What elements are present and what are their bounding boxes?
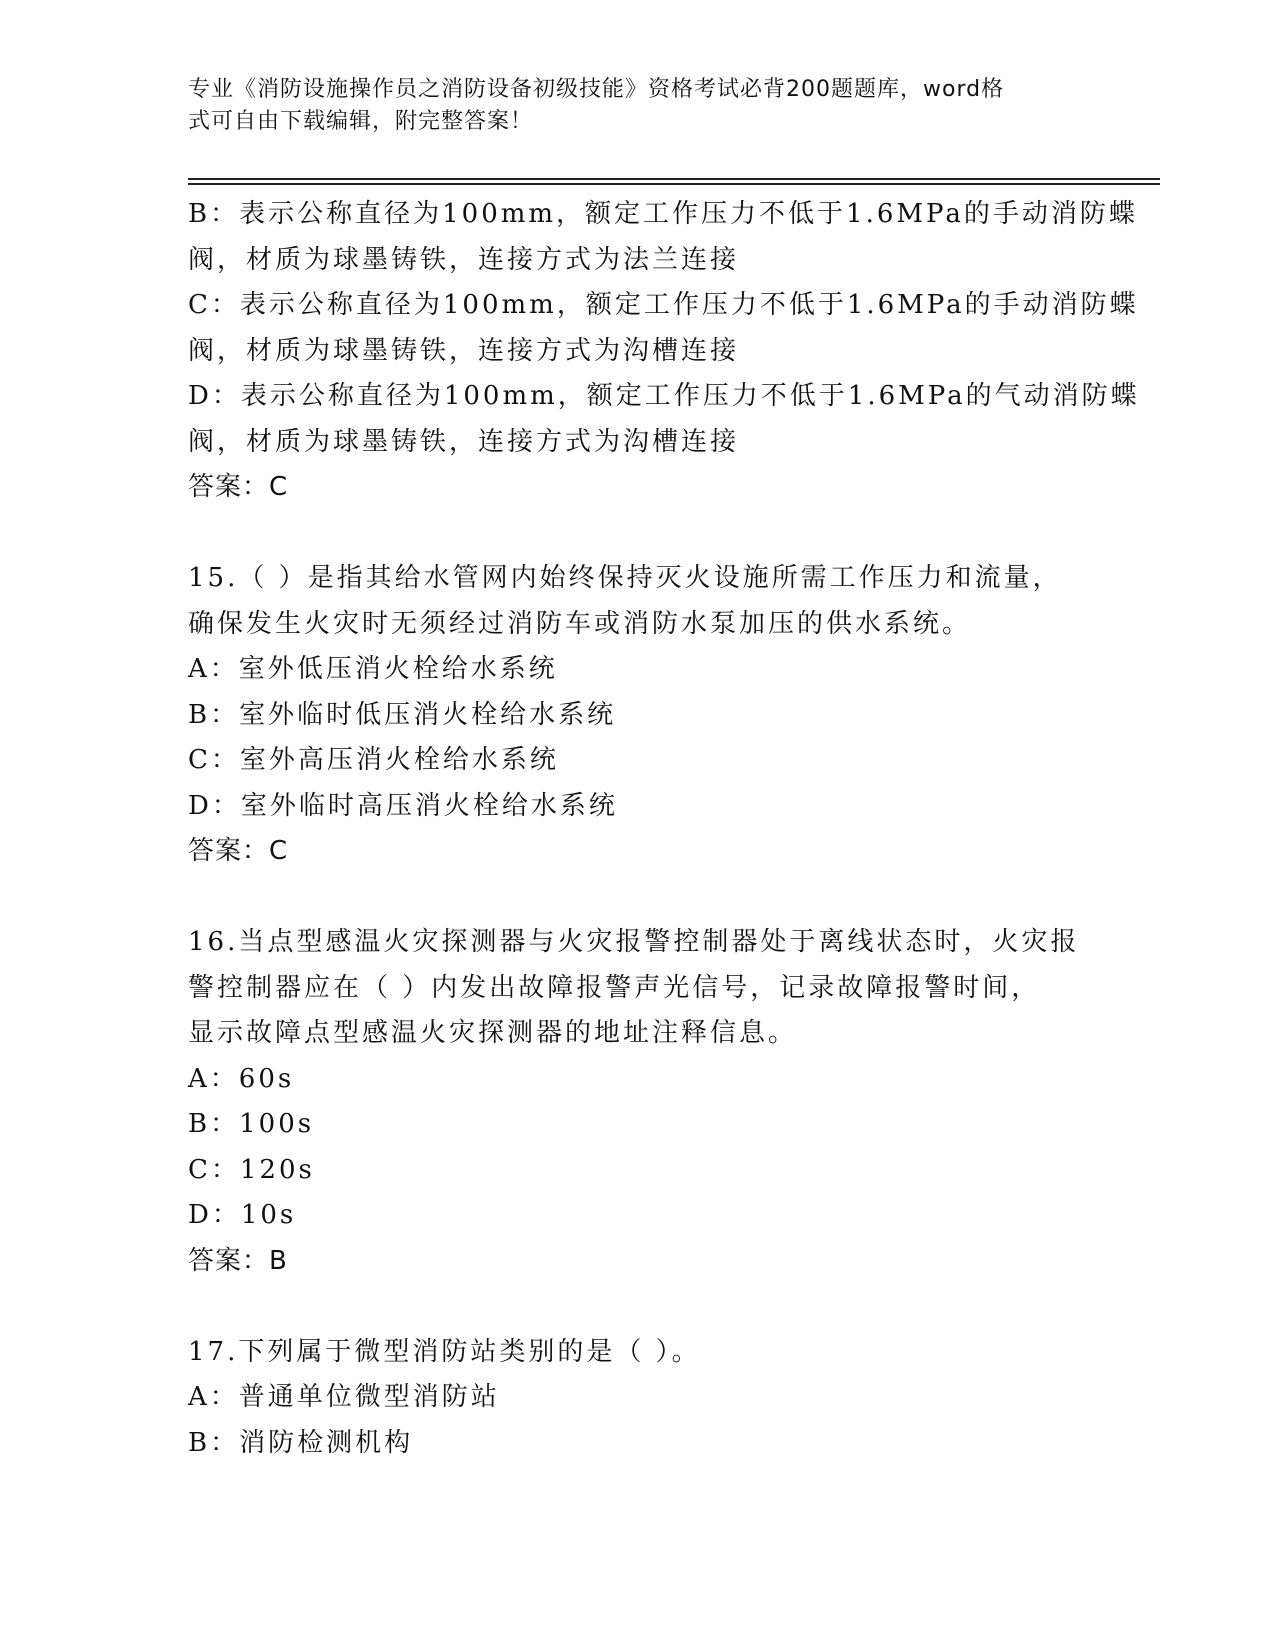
q14-answer: 答案：C bbox=[188, 472, 289, 502]
q16-option-b: B：100s bbox=[188, 1109, 315, 1139]
header-rule-bottom bbox=[188, 183, 1160, 185]
q16-stem-line-3: 显示故障点型感温火灾探测器的地址注释信息。 bbox=[188, 1018, 798, 1048]
question-17 bbox=[188, 1330, 1088, 1467]
question-16 bbox=[188, 920, 1088, 1284]
q15-answer: 答案：C bbox=[188, 836, 289, 866]
question-content bbox=[188, 192, 1140, 1466]
q14-option-b-line-1: B：表示公称直径为100mm，额定工作压力不低于1.6MPa的手动消防蝶 bbox=[188, 199, 1138, 229]
q14-option-d-line-1: D：表示公称直径为100mm，额定工作压力不低于1.6MPa的气动消防蝶 bbox=[188, 381, 1140, 411]
q16-answer: 答案：B bbox=[188, 1245, 288, 1276]
q14-option-c-line-2: 阀，材质为球墨铸铁，连接方式为沟槽连接 bbox=[188, 335, 740, 366]
q16-option-c: C：120s bbox=[188, 1154, 315, 1185]
q14-option-c-line-1: C：表示公称直径为100mm，额定工作压力不低于1.6MPa的手动消防蝶 bbox=[188, 290, 1139, 320]
question-15 bbox=[188, 556, 1088, 875]
header-line-1: 专业《消防设施操作员之消防设备初级技能》资格考试必背200题题库，word格 bbox=[188, 77, 1005, 102]
q16-option-d: D：10s bbox=[188, 1200, 297, 1230]
q16-option-a: A：60s bbox=[188, 1063, 295, 1094]
q15-option-b: B：室外临时低压消火栓给水系统 bbox=[188, 699, 617, 730]
q16-stem-line-2: 警控制器应在（ ）内发出故障报警声光信号，记录故障报警时间， bbox=[188, 972, 1041, 1003]
spacer bbox=[188, 875, 1088, 921]
q15-option-c: C：室外高压消火栓给水系统 bbox=[188, 745, 559, 775]
q17-option-b: B：消防检测机构 bbox=[188, 1427, 414, 1458]
q14-option-d-line-2: 阀，材质为球墨铸铁，连接方式为沟槽连接 bbox=[188, 426, 740, 457]
spacer bbox=[188, 511, 1088, 557]
q17-option-a: A：普通单位微型消防站 bbox=[188, 1382, 500, 1412]
page-header bbox=[188, 74, 1088, 138]
q15-stem-line-2: 确保发生火灾时无须经过消防车或消防水泵加压的供水系统。 bbox=[188, 608, 972, 639]
spacer bbox=[188, 1284, 1088, 1330]
q14-option-b-line-2: 阀，材质为球墨铸铁，连接方式为法兰连接 bbox=[188, 244, 740, 275]
header-rule-top bbox=[188, 178, 1160, 180]
q16-stem-line-1: 16.当点型感温火灾探测器与火灾报警控制器处于离线状态时，火灾报 bbox=[188, 927, 1080, 957]
header-line-2: 式可自由下载编辑，附完整答案！ bbox=[188, 109, 534, 134]
q15-stem-line-1: 15.（ ）是指其给水管网内始终保持灭火设施所需工作压力和流量， bbox=[188, 563, 1062, 593]
question-14-continuation bbox=[188, 192, 1140, 511]
q15-option-a: A：室外低压消火栓给水系统 bbox=[188, 654, 558, 684]
q17-stem-line-1: 17.下列属于微型消防站类别的是（ ）。 bbox=[188, 1336, 701, 1367]
q15-option-d: D：室外临时高压消火栓给水系统 bbox=[188, 790, 618, 821]
